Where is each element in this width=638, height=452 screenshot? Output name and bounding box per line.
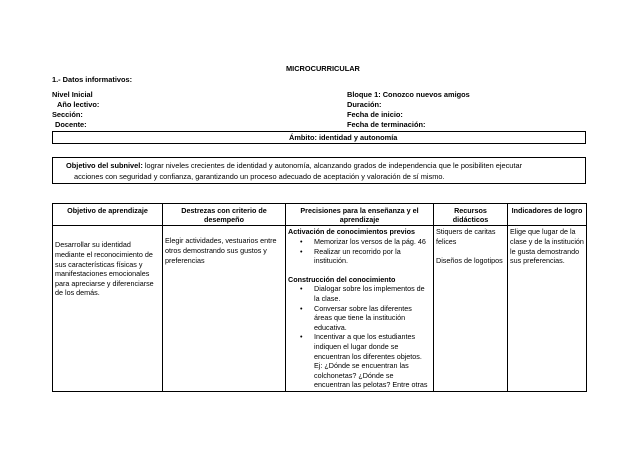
header-precisiones: Precisiones para la enseñanza y el aprendizaje (286, 204, 434, 226)
objetivo-text: Desarrollar su identidad mediante el reconocimiento de sus características físicas y manifestaciones emocionales para apreciarse y diferenciarse de los demás. (55, 240, 154, 298)
docente-label: Docente: (55, 120, 87, 129)
nivel-label: Nivel Inicial (52, 90, 93, 99)
list-item: • Realizar un recorrido por la institución. (314, 247, 431, 266)
construccion-list (288, 284, 431, 390)
cell-recursos (434, 226, 508, 392)
list-item: • Conversar sobre las diferentes áreas que tiene la institución educativa. (314, 304, 431, 333)
ambito-box (52, 131, 586, 144)
fecha-inicio-label: Fecha de inicio: (347, 110, 403, 119)
recursos-text-1: Stiquers de caritas felices (436, 227, 496, 246)
cell-precisiones (286, 226, 434, 392)
ambito-text: Ámbito: identidad y autonomía (289, 133, 398, 142)
anio-label: Año lectivo: (57, 100, 100, 109)
header-recursos: Recursos didácticos (434, 204, 508, 226)
header-destrezas: Destrezas con criterio de desempeño (163, 204, 286, 226)
cell-indicadores (508, 226, 587, 392)
header-objetivo: Objetivo de aprendizaje (53, 204, 163, 226)
activacion-list (288, 237, 431, 266)
destrezas-text: Elegir actividades, vestuarios entre otros demostrando sus gustos y preferencias (165, 236, 277, 265)
seccion-label: Sección: (52, 110, 83, 119)
section-heading: 1.- Datos informativos: (52, 75, 133, 84)
cell-destrezas (163, 226, 286, 392)
bloque-label: Bloque 1: Conozco nuevos amigos (347, 90, 470, 99)
table-header-row (53, 204, 587, 226)
recursos-text-2: Diseños de logotipos (436, 255, 503, 265)
cell-objetivo (53, 226, 163, 392)
activacion-heading: Activación de conocimientos previos (288, 227, 416, 237)
list-item: • Incentivar a que los estudiantes indiquen el lugar donde se encuentran los diferentes objetos. Ej: ¿Dónde se encuentran las colchonetas? ¿Dónde se encuentran las pelotas? Entre otras (314, 332, 431, 390)
objetivo-subnivel-text1: lograr niveles crecientes de identidad y autonomía, alcanzando grados de independencia que le posibiliten ejecutar (144, 161, 523, 170)
objetivo-subnivel-line2: acciones con seguridad y confianza, garantizando un proceso adecuado de aceptación y valoración de sí mismo. (74, 172, 445, 181)
fecha-terminacion-label: Fecha de terminación: (347, 120, 426, 129)
objetivo-subnivel-label: Objetivo del subnivel: (66, 161, 143, 170)
duracion-label: Duración: (347, 100, 382, 109)
document-title: MICROCURRICULAR (286, 64, 360, 73)
planning-table (52, 203, 587, 392)
table-row (53, 226, 587, 392)
objetivo-subnivel-box (52, 157, 586, 184)
construccion-heading: Construcción del conocimiento (288, 274, 396, 284)
indicadores-text: Elige que lugar de la clase y de la institución le gusta demostrando sus preferencias. (510, 227, 584, 266)
objetivo-subnivel-line1 (66, 161, 522, 170)
list-item: • Memorizar los versos de la pág. 46 (314, 237, 431, 247)
list-item: • Dialogar sobre los implementos de la clase. (314, 284, 431, 303)
header-indicadores: Indicadores de logro (508, 204, 587, 226)
